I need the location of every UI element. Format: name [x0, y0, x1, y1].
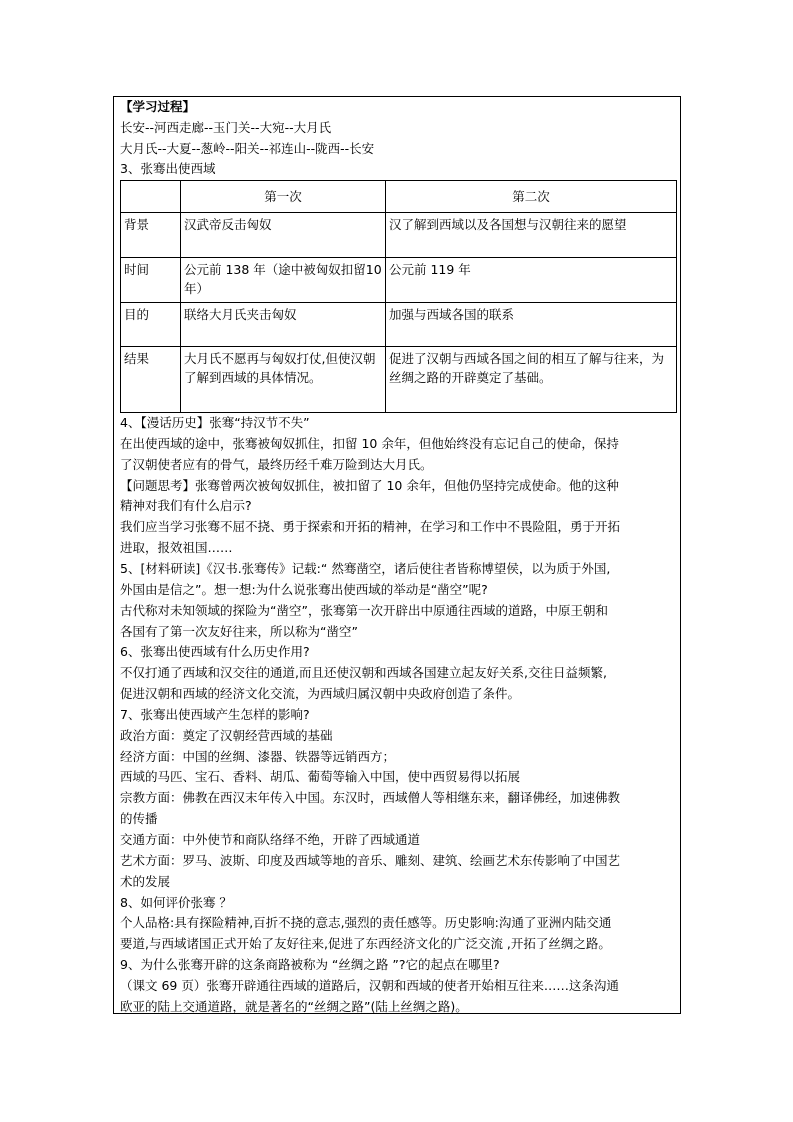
text-line: 不仅打通了西域和汉交往的通道,而且还使汉朝和西域各国建立起友好关系,交往日益频繁,	[120, 665, 607, 681]
row-label: 结果	[121, 347, 181, 413]
table-row	[121, 303, 677, 347]
text-line: 各国有了第一次友好往来，所以称为“凿空”	[120, 623, 358, 639]
route-outbound: 长安--河西走廊--玉门关--大宛--大月氏	[120, 120, 332, 135]
text-line: 9、为什么张骞开辟的这条商路被称为 “丝绸之路 ”?它的起点在哪里?	[120, 957, 500, 973]
first-mission-cell: 大月氏不愿再与匈奴打仗,但使汉朝了解到西域的具体情况。	[181, 347, 386, 413]
text-line: 6、张骞出使西域有什么历史作用?	[120, 644, 310, 660]
first-mission-cell: 公元前 138 年（途中被匈奴扣留10年）	[181, 258, 386, 303]
text-line: 我们应当学习张骞不屈不挠、勇于探索和开拓的精神，在学习和工作中不畏险阻，勇于开拓	[120, 519, 621, 535]
header-second-mission: 第二次	[386, 181, 677, 213]
text-line: 4、【漫话历史】张骞“持汉节不失”	[120, 415, 310, 430]
text-line: 了汉朝使者应有的骨气，最终历经千难万险到达大月氏。	[120, 456, 433, 472]
text-line: 经济方面：中国的丝绸、漆器、铁器等远销西方；	[120, 748, 396, 764]
text-line: 宗教方面：佛教在西汉末年传入中国。东汉时，西域僧人等相继东来，翻译佛经，加速佛教	[120, 790, 621, 806]
text-line: 术的发展	[120, 873, 171, 889]
text-line: 5、[材料研读]《汉书.张骞传》记载:“ 然骞凿空，诸后使往者皆称博望侯，以为质于外国,	[120, 560, 611, 576]
mission-comparison-table	[120, 180, 677, 413]
table-corner-cell	[121, 181, 181, 213]
table-row	[121, 347, 677, 413]
text-line: 古代称对未知领域的探险为“凿空”，张骞第一次开辟出中原通往西域的道路，中原王朝和	[120, 602, 608, 618]
table-header-row	[121, 181, 677, 213]
text-line: 进取，报效祖国……	[120, 540, 233, 556]
table-row	[121, 213, 677, 258]
text-line: 7、张骞出使西域产生怎样的影响?	[120, 706, 310, 722]
text-line: 西域的马匹、宝石、香料、胡瓜、葡萄等输入中国，使中西贸易得以拓展	[120, 769, 521, 785]
text-line: 8、如何评价张骞 ？	[120, 894, 232, 910]
text-line: 的传播	[120, 811, 158, 827]
text-line: 在出使西域的途中，张骞被匈奴抓住，扣留 10 余年，但他始终没有忘记自己的使命，保持	[120, 435, 619, 451]
second-mission-cell: 汉了解到西域以及各国想与汉朝往来的愿望	[386, 213, 677, 258]
table-row	[121, 258, 677, 303]
first-mission-cell: 汉武帝反击匈奴	[181, 213, 386, 258]
route-return: 大月氏--大夏--葱岭--阳关--祁连山--陇西--长安	[120, 141, 375, 156]
text-line: 欧亚的陆上交通道路，就是著名的“丝绸之路”(陆上丝绸之路)。	[120, 998, 468, 1014]
first-mission-cell: 联络大月氏夹击匈奴	[181, 303, 386, 347]
text-line: 交通方面：中外使节和商队络绎不绝，开辟了西域通道	[120, 832, 421, 847]
second-mission-cell: 公元前 119 年	[386, 258, 677, 303]
text-line: 外国由是信之”。想一想:为什么说张骞出使西域的举动是“凿空”呢?	[120, 581, 488, 597]
text-line: 精神对我们有什么启示?	[120, 498, 252, 514]
section-title: 【学习过程】	[120, 99, 196, 114]
row-label: 时间	[121, 258, 181, 303]
text-line: 促进汉朝和西域的经济文化交流，为西域归属汉朝中央政府创造了条件。	[120, 686, 521, 702]
row-label: 背景	[121, 213, 181, 258]
row-label: 目的	[121, 303, 181, 347]
text-line: 艺术方面：罗马、波斯、印度及西域等地的音乐、雕刻、建筑、绘画艺术东传影响了中国艺	[120, 852, 621, 868]
second-mission-cell: 促进了汉朝与西域各国之间的相互了解与往来，为丝绸之路的开辟奠定了基础。	[386, 347, 677, 413]
question-3: 3、张骞出使西域	[120, 161, 216, 176]
header-first-mission: 第一次	[181, 181, 386, 213]
text-line: 要道,与西域诸国正式开始了友好往来,促进了东西经济文化的广泛交流 ,开拓了丝绸之路。	[120, 936, 611, 952]
text-line: 个人品格:具有探险精神,百折不挠的意志,强烈的责任感等。历史影响:沟通了亚洲内陆交通	[120, 915, 612, 931]
text-line: 【问题思考】张骞曾两次被匈奴抓住，被扣留了 10 余年，但他仍坚持完成使命。他的这种	[120, 477, 619, 493]
text-line: （课文 69 页）张骞开辟通往西域的道路后，汉朝和西域的使者开始相互往来……这条沟通	[120, 977, 619, 993]
second-mission-cell: 加强与西域各国的联系	[386, 303, 677, 347]
text-line: 政治方面：奠定了汉朝经营西域的基础	[120, 727, 333, 743]
